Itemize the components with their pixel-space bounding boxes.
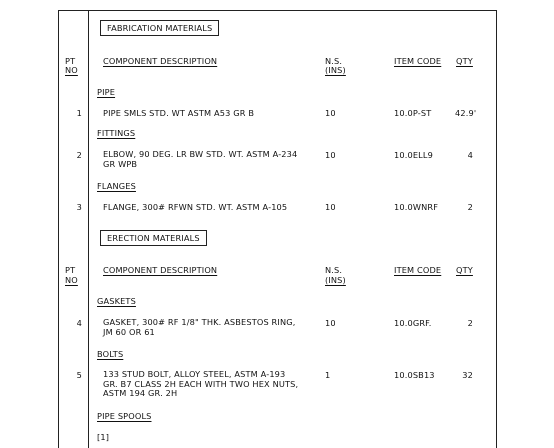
row-5-description: 133 STUD BOLT, ALLOY STEEL, ASTM A-193 GR. B7 CLASS 2H EACH WITH TWO HEX NUTS, ASTM 194 GR. 2H (103, 369, 299, 398)
row-1-qty: 42.9' (455, 108, 477, 118)
header-no: NO (65, 65, 78, 75)
row-5-item-code: 10.0SB13 (394, 370, 435, 380)
row-2-item-code: 10.0ELL9 (394, 150, 433, 160)
row-3-qty: 2 (467, 202, 473, 212)
row-3-ns: 10 (325, 202, 336, 212)
header-pt: PT (65, 56, 76, 66)
header-description-2: COMPONENT DESCRIPTION (103, 265, 218, 275)
row-1-item-code: 10.0P-ST (394, 108, 432, 118)
header-qty-2: QTY (456, 265, 473, 275)
category-fittings: FITTINGS (97, 128, 136, 138)
row-5-qty: 32 (462, 370, 473, 380)
row-3-item-code: 10.0WNRF (394, 202, 439, 212)
top-border (58, 10, 497, 11)
header-item-code: ITEM CODE (394, 56, 442, 66)
category-pipe-spools: PIPE SPOOLS (97, 411, 152, 421)
row-2-ns: 10 (325, 150, 336, 160)
column-divider (88, 10, 89, 448)
row-4-ns: 10 (325, 318, 336, 328)
section-title-fabrication: FABRICATION MATERIALS (100, 20, 219, 36)
row-3-pt: 3 (76, 202, 82, 212)
left-border (58, 10, 59, 448)
header-ns-units-2: (INS) (325, 275, 346, 285)
header-ns-2: N.S. (325, 265, 343, 275)
spool-reference: [1] (97, 432, 110, 442)
header-item-code-2: ITEM CODE (394, 265, 442, 275)
section-title-erection: ERECTION MATERIALS (100, 230, 207, 246)
header-ns: N.S. (325, 56, 343, 66)
category-flanges: FLANGES (97, 181, 136, 191)
row-3-description: FLANGE, 300# RFWN STD. WT. ASTM A-105 (103, 202, 288, 212)
header-ns-units: (INS) (325, 65, 346, 75)
right-border (496, 10, 497, 448)
row-1-pt: 1 (76, 108, 82, 118)
header-qty: QTY (456, 56, 473, 66)
row-5-pt: 5 (76, 370, 82, 380)
header-no-2: NO (65, 275, 78, 285)
row-4-pt: 4 (76, 318, 82, 328)
header-pt-2: PT (65, 265, 76, 275)
row-5-ns: 1 (325, 370, 331, 380)
row-2-qty: 4 (467, 150, 473, 160)
row-1-description: PIPE SMLS STD. WT ASTM A53 GR B (103, 108, 255, 118)
category-pipe: PIPE (97, 87, 116, 97)
row-4-item-code: 10.0GRF. (394, 318, 432, 328)
row-2-pt: 2 (76, 150, 82, 160)
category-gaskets: GASKETS (97, 296, 136, 306)
row-4-qty: 2 (467, 318, 473, 328)
category-bolts: BOLTS (97, 349, 124, 359)
row-4-description: GASKET, 300# RF 1/8" THK. ASBESTOS RING, JM 60 OR 61 (103, 317, 296, 337)
row-1-ns: 10 (325, 108, 336, 118)
row-2-description: ELBOW, 90 DEG. LR BW STD. WT. ASTM A-234 GR WPB (103, 149, 298, 169)
header-description: COMPONENT DESCRIPTION (103, 56, 218, 66)
